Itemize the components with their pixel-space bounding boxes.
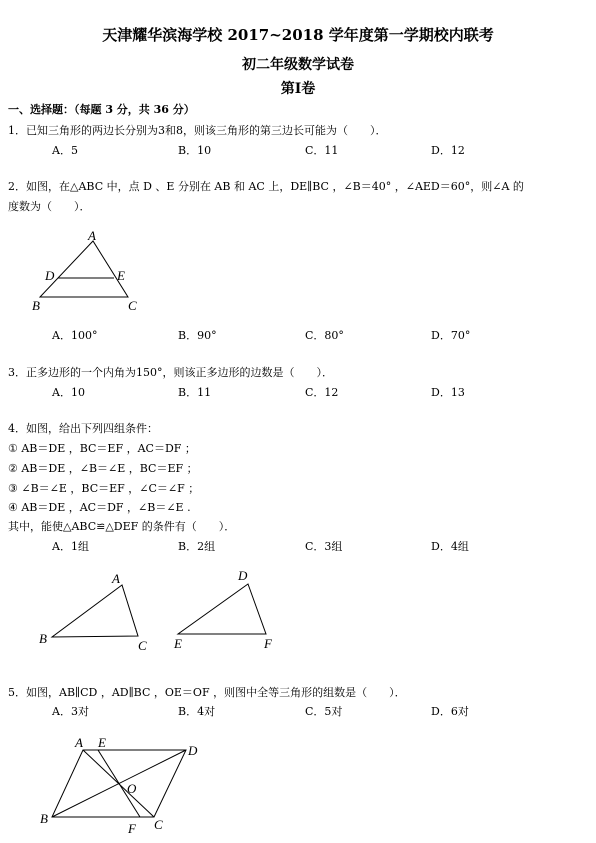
q2-label-b: B xyxy=(32,298,40,313)
q1-option-d[interactable]: D．12 xyxy=(431,144,465,157)
q5-option-a[interactable]: A．3对 xyxy=(52,705,89,718)
section-heading: 一、选择题：（每题 3 分，共 36 分） xyxy=(8,103,195,116)
q2-label-a: A xyxy=(88,228,96,243)
q2-label-e: E xyxy=(117,268,125,283)
volume-label: 第Ⅰ卷 xyxy=(280,81,316,97)
q4-question: 其中，能使△ABC≌△DEF 的条件有（ ）． xyxy=(8,520,236,533)
page-title: 天津耀华滨海学校 2017~2018 学年度第一学期校内联考 xyxy=(102,26,494,44)
q4-option-d[interactable]: D．4组 xyxy=(431,540,469,553)
q5-option-c[interactable]: C．5对 xyxy=(305,705,343,718)
q4-label-d: D xyxy=(238,568,248,583)
q3-option-d[interactable]: D．13 xyxy=(431,386,465,399)
q5-label-f: F xyxy=(128,821,136,836)
q5-label-b: B xyxy=(40,811,48,826)
q5-option-d[interactable]: D．6对 xyxy=(431,705,469,718)
q4-label-b: B xyxy=(39,631,47,646)
q4-label-f: F xyxy=(264,636,272,651)
q5-label-c: C xyxy=(154,817,163,832)
q4-label-e: E xyxy=(174,636,182,651)
q4-option-b[interactable]: B．2组 xyxy=(178,540,216,553)
q3-option-a[interactable]: A．10 xyxy=(52,386,85,399)
q1-option-a[interactable]: A．5 xyxy=(52,144,78,157)
q4-label-a: A xyxy=(112,571,120,586)
q4-option-c[interactable]: C．3组 xyxy=(305,540,343,553)
q4-condition-2: ② AB＝DE ，∠B＝∠E ，BC＝EF ； xyxy=(8,462,198,475)
q1-option-c[interactable]: C．11 xyxy=(305,144,339,157)
q4-condition-4: ④ AB＝DE ，AC＝DF ，∠B＝∠E . xyxy=(8,501,191,514)
q2-label-c: C xyxy=(128,298,137,313)
q2-stem-line2: 度数为（ ）． xyxy=(8,200,91,213)
q4-stem: 4．如图，给出下列四组条件： xyxy=(8,422,158,435)
q1-option-b[interactable]: B．10 xyxy=(178,144,212,157)
q3-option-b[interactable]: B．11 xyxy=(178,386,212,399)
q2-stem-line1: 2．如图，在△ABC 中，点 D 、E 分别在 AB 和 AC 上，DE∥BC ，∠B＝40° ，∠AED＝60°，则∠A 的 xyxy=(8,180,524,193)
q5-stem: 5．如图，AB∥CD ，AD∥BC ，OE＝OF ，则图中全等三角形的组数是（ ）． xyxy=(8,686,406,699)
q2-label-d: D xyxy=(45,268,55,283)
q4-label-c: C xyxy=(138,638,147,653)
q4-option-a[interactable]: A．1组 xyxy=(52,540,89,553)
q3-option-c[interactable]: C．12 xyxy=(305,386,339,399)
q5-label-o: O xyxy=(127,781,137,796)
q5-label-e: E xyxy=(98,735,106,750)
q1-stem: 1．已知三角形的两边长分别为3和8，则该三角形的第三边长可能为（ ）． xyxy=(8,124,387,137)
q2-option-d[interactable]: D．70° xyxy=(431,329,471,342)
q5-label-a: A xyxy=(75,735,83,750)
q3-stem: 3．正多边形的一个内角为150°，则该正多边形的边数是（ ）． xyxy=(8,366,333,379)
q5-option-b[interactable]: B．4对 xyxy=(178,705,216,718)
q2-option-a[interactable]: A．100° xyxy=(52,329,98,342)
q4-condition-3: ③ ∠B＝∠E ，BC＝EF ，∠C＝∠F ； xyxy=(8,482,200,495)
q5-label-d: D xyxy=(188,743,198,758)
q4-condition-1: ① AB＝DE ，BC＝EF ，AC＝DF ； xyxy=(8,442,196,455)
q2-option-c[interactable]: C．80° xyxy=(305,329,344,342)
q2-option-b[interactable]: B．90° xyxy=(178,329,217,342)
page-subtitle: 初二年级数学试卷 xyxy=(242,57,354,73)
